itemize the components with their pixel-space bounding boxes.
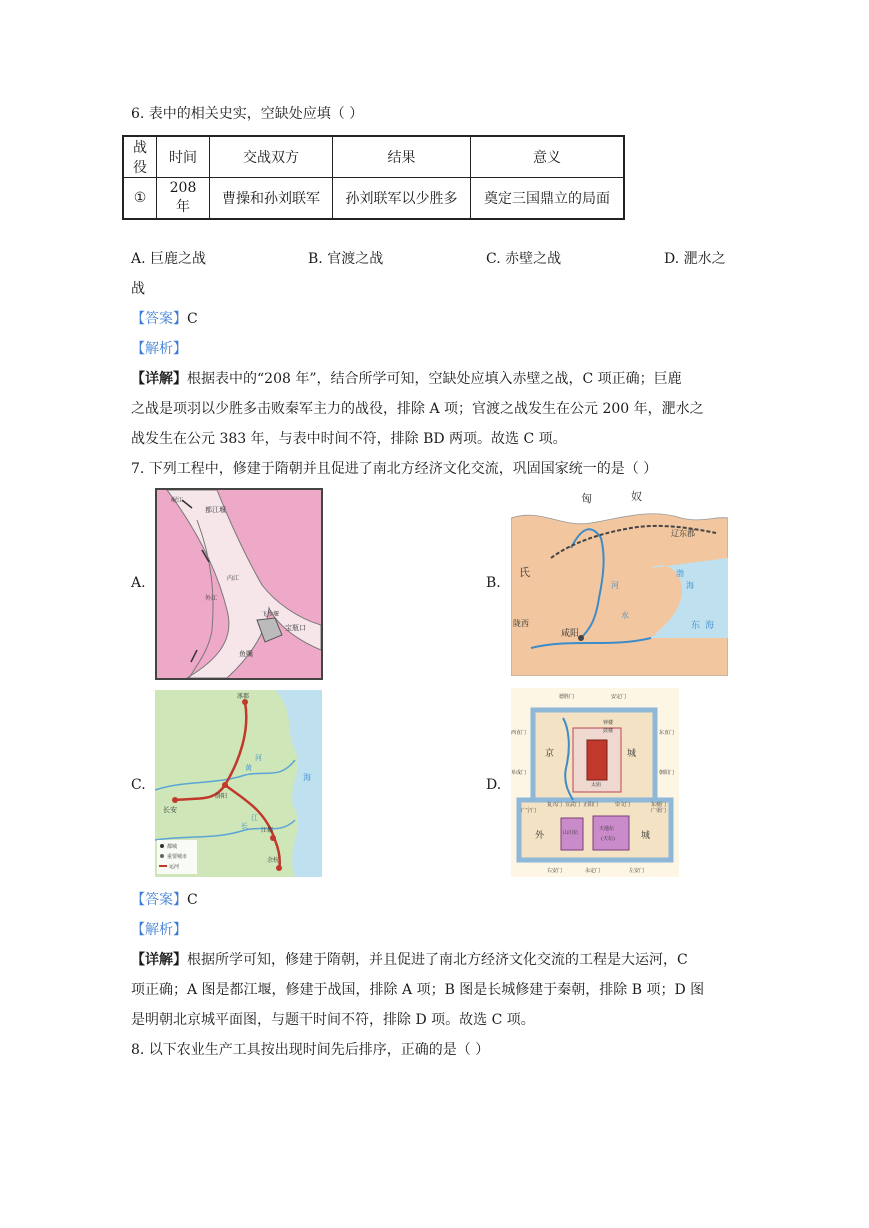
q7-analysis-label — [131, 920, 187, 940]
analysis-label: 【解析】 — [131, 341, 187, 357]
map-label: 东便门 — [651, 802, 667, 808]
map-label: 长安 — [163, 806, 177, 814]
map-label: 都城 — [167, 844, 178, 850]
map-label: 氏 — [519, 566, 530, 579]
detail-text: 根据表中的“208 年”，结合所学可知，空缺处应填入赤壁之战，C 项正确；巨鹿 — [187, 371, 682, 387]
map-label: 钟楼 — [603, 720, 614, 726]
table-cell: ① — [123, 178, 157, 220]
map-label: 外江 — [205, 595, 218, 602]
map-label: 安定门 — [611, 694, 627, 700]
q6-detail-line-1 — [131, 369, 682, 389]
map-label: 飞沙堰 — [261, 611, 280, 618]
map-label: 宝瓶口 — [285, 624, 306, 632]
map-label: 涿郡 — [237, 693, 250, 700]
map-label: 内江 — [227, 575, 240, 582]
grand-canal-map — [155, 690, 322, 877]
map-label: 太庙 — [591, 782, 602, 788]
answer-label: 【答案】 — [131, 892, 187, 908]
map-label: 都江堰 — [205, 506, 226, 514]
map-label: 陇西 — [513, 619, 529, 628]
map-label: 右安门 — [547, 868, 563, 874]
map-label: 正阳门 — [583, 802, 599, 808]
table-cell: 曹操和孙刘联军 — [210, 178, 333, 220]
map-label: 左安门 — [629, 868, 645, 874]
map-label: 海 — [686, 581, 694, 590]
map-label: 天地坛 — [599, 826, 615, 832]
table-header-cell: 战役 — [123, 136, 157, 178]
map-label: 水 — [621, 611, 629, 620]
q7-option-a-label: A. — [131, 575, 146, 591]
map-label: 东 — [691, 621, 701, 631]
map-label: 余杭 — [267, 857, 280, 864]
q7-answer — [131, 890, 198, 910]
map-label: 永定门 — [585, 868, 601, 874]
map-label: 重要城市 — [167, 854, 188, 860]
map-label: 奴 — [631, 490, 642, 503]
map-label: 匈 — [581, 492, 592, 505]
table-cell: 孙刘联军以少胜多 — [333, 178, 471, 220]
q7-option-b-label: B. — [486, 575, 501, 591]
great-wall-map — [511, 488, 728, 676]
q7-detail-line-3: 是明朝北京城平面图，与题干时间不符，排除 D 项。故选 C 项。 — [131, 1012, 535, 1028]
map-label: 鱼嘴 — [239, 650, 253, 658]
map-label: 江 — [251, 814, 258, 822]
q6-option-d-wrap: 战 — [131, 281, 145, 297]
dujiangyan-map — [155, 488, 323, 680]
detail-text: 根据所学可知，修建于隋朝，并且促进了南北方经济文化交流的工程是大运河，C — [187, 952, 688, 968]
table-header-cell: 时间 — [157, 136, 210, 178]
q6-answer — [131, 309, 198, 329]
map-label: (天坛) — [601, 836, 615, 842]
map-label: 东直门 — [659, 730, 675, 736]
map-label: 咸阳 — [561, 629, 580, 639]
q6-detail-line-2: 之战是项羽以少胜多击败秦军主力的战役，排除 A 项；官渡之战发生在公元 200 年，淝水之 — [131, 401, 704, 417]
map-label: 岷江 — [171, 497, 184, 504]
map-label: 鼓楼 — [603, 728, 614, 734]
map-label: 河 — [255, 754, 262, 762]
answer-value: C — [187, 892, 198, 908]
detail-label: 【详解】 — [131, 952, 187, 968]
map-label: 宣武门 — [565, 802, 581, 808]
q6-option-a: A. 巨鹿之战 — [131, 251, 207, 267]
map-label: 长 — [241, 822, 248, 830]
map-label: 复兴门 — [547, 802, 563, 808]
map-label: 崇文门 — [615, 802, 631, 808]
q6-detail-line-3: 战发生在公元 383 年，与表中时间不符，排除 BD 两项。故选 C 项。 — [131, 431, 567, 447]
table-cell: 208 年 — [157, 178, 210, 220]
q7-detail-line-2: 项正确；A 图是都江堰，修建于战国，排除 A 项；B 图是长城修建于秦朝，排除 B 项；D 图 — [131, 982, 705, 998]
map-label: 广宁门 — [521, 808, 537, 814]
q8-stem: 8. 以下农业生产工具按出现时间先后排序，正确的是（ ） — [131, 1042, 490, 1058]
map-label: 河 — [611, 581, 619, 590]
map-label: 城 — [641, 831, 651, 841]
map-label: 黄 — [245, 764, 252, 772]
q6-analysis-label — [131, 339, 187, 359]
table-header-cell: 结果 — [333, 136, 471, 178]
map-label: 辽东郡 — [671, 529, 695, 538]
q7-option-c-label: C. — [131, 777, 146, 793]
map-label: 运河 — [169, 864, 180, 870]
q6-option-b: B. 官渡之战 — [308, 251, 384, 267]
map-label: 德胜门 — [559, 694, 575, 700]
q7-detail-line-1 — [131, 950, 688, 970]
q7-stem: 7. 下列工程中，修建于隋朝并且促进了南北方经济文化交流，巩固国家统一的是（ ） — [131, 461, 658, 477]
map-label: 朝阳门 — [659, 770, 675, 776]
map-label: 西直门 — [511, 730, 527, 736]
map-label: 外 — [535, 831, 545, 841]
map-label: 洛阳 — [215, 793, 228, 800]
table-header-cell: 意义 — [471, 136, 625, 178]
answer-label: 【答案】 — [131, 311, 187, 327]
q6-option-d: D. 淝水之 — [664, 251, 726, 267]
q7-option-d-label: D. — [486, 777, 502, 793]
answer-value: C — [187, 311, 198, 327]
analysis-label: 【解析】 — [131, 922, 187, 938]
map-label: 广渠门 — [651, 808, 667, 814]
map-label: 江都 — [261, 827, 274, 834]
map-label: 城 — [627, 749, 637, 759]
detail-label: 【详解】 — [131, 371, 187, 387]
q6-option-c: C. 赤壁之战 — [486, 251, 562, 267]
map-label: 渤 — [676, 569, 684, 578]
map-label: 京 — [545, 749, 555, 759]
map-label: 山川坛 — [563, 830, 579, 836]
map-label: 海 — [303, 773, 311, 782]
q6-stem: 6. 表中的相关史实，空缺处应填（ ） — [131, 106, 364, 122]
q6-table — [122, 135, 625, 220]
map-label: 海 — [705, 621, 715, 631]
map-label: 阜成门 — [511, 770, 527, 776]
table-cell: 奠定三国鼎立的局面 — [471, 178, 625, 220]
beijing-city-map — [511, 688, 679, 877]
table-header-cell: 交战双方 — [210, 136, 333, 178]
